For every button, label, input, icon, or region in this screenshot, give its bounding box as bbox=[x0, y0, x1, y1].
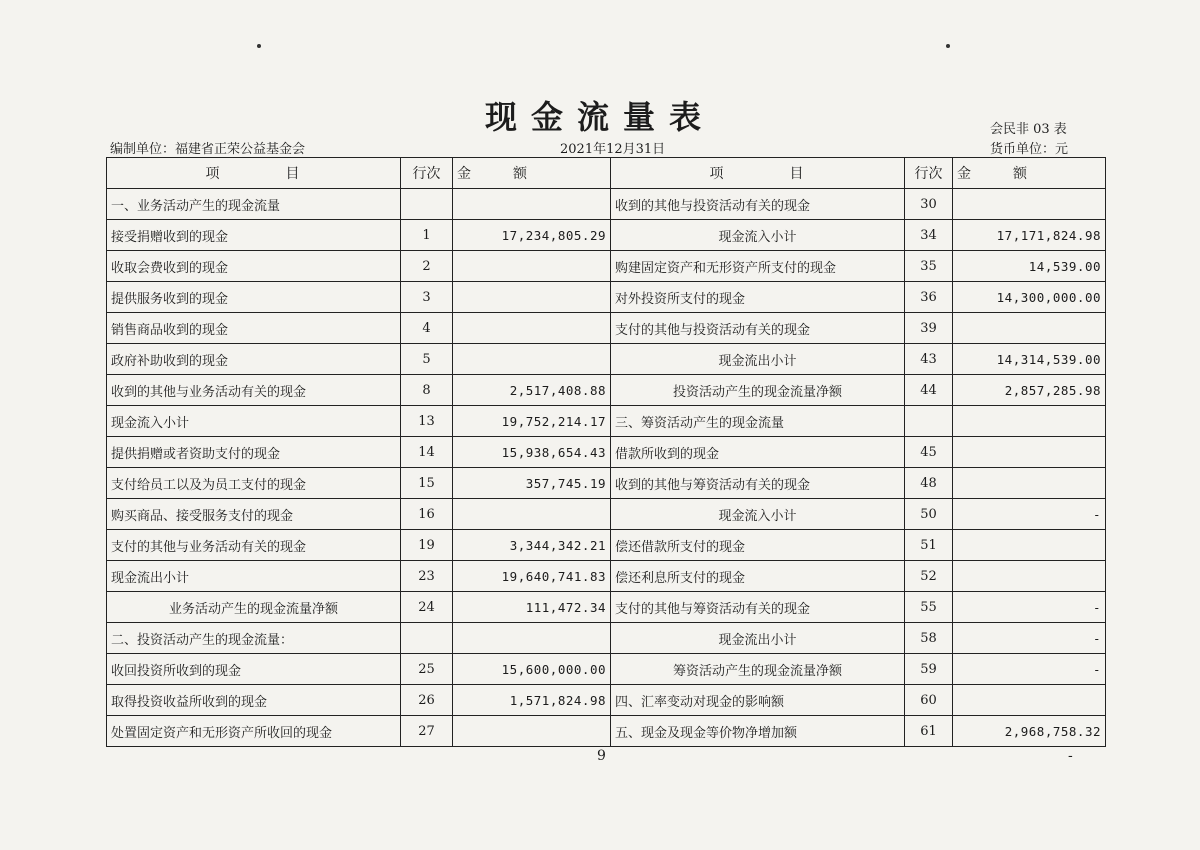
left-row-no-cell: 2 bbox=[401, 251, 453, 282]
left-row-no-cell: 1 bbox=[401, 220, 453, 251]
left-item-cell: 接受捐赠收到的现金 bbox=[107, 220, 401, 251]
right-amount-cell bbox=[953, 437, 1106, 468]
left-amount-cell: 1,571,824.98 bbox=[453, 685, 611, 716]
cash-flow-table bbox=[106, 157, 1106, 747]
right-row-no-cell: 50 bbox=[905, 499, 953, 530]
left-item-cell: 收回投资所收到的现金 bbox=[107, 654, 401, 685]
left-amount-cell: 15,600,000.00 bbox=[453, 654, 611, 685]
right-amount-cell: 14,539.00 bbox=[953, 251, 1106, 282]
table-body bbox=[107, 189, 1106, 747]
right-item-cell: 三、筹资活动产生的现金流量 bbox=[611, 406, 905, 437]
right-item-cell: 借款所收到的现金 bbox=[611, 437, 905, 468]
left-amount-cell bbox=[453, 499, 611, 530]
left-item-cell: 提供服务收到的现金 bbox=[107, 282, 401, 313]
left-amount-cell bbox=[453, 251, 611, 282]
left-amount-cell: 111,472.34 bbox=[453, 592, 611, 623]
left-item-cell: 二、投资活动产生的现金流量： bbox=[107, 623, 401, 654]
left-item-cell: 支付给员工以及为员工支付的现金 bbox=[107, 468, 401, 499]
table-row bbox=[107, 530, 1106, 561]
left-item-cell: 收到的其他与业务活动有关的现金 bbox=[107, 375, 401, 406]
right-amount-cell: 17,171,824.98 bbox=[953, 220, 1106, 251]
left-item-cell: 一、业务活动产生的现金流量 bbox=[107, 189, 401, 220]
left-item-cell: 业务活动产生的现金流量净额 bbox=[107, 592, 401, 623]
left-row-no-cell bbox=[401, 189, 453, 220]
left-amount-cell: 15,938,654.43 bbox=[453, 437, 611, 468]
right-row-no-cell: 36 bbox=[905, 282, 953, 313]
header-row-no: 行次 bbox=[401, 158, 453, 189]
left-amount-cell: 357,745.19 bbox=[453, 468, 611, 499]
right-row-no-cell: 43 bbox=[905, 344, 953, 375]
left-amount-cell bbox=[453, 344, 611, 375]
right-amount-cell: - bbox=[953, 499, 1106, 530]
left-row-no-cell: 23 bbox=[401, 561, 453, 592]
right-row-no-cell: 44 bbox=[905, 375, 953, 406]
left-row-no-cell: 24 bbox=[401, 592, 453, 623]
table-row bbox=[107, 468, 1106, 499]
left-row-no-cell: 27 bbox=[401, 716, 453, 747]
right-amount-cell bbox=[953, 685, 1106, 716]
header-item: 项 目 bbox=[611, 158, 905, 189]
corner-mark: - bbox=[1068, 748, 1073, 764]
right-item-cell: 对外投资所支付的现金 bbox=[611, 282, 905, 313]
table-row bbox=[107, 654, 1106, 685]
table-row bbox=[107, 313, 1106, 344]
page-number: 9 bbox=[597, 748, 606, 764]
right-amount-cell: 14,300,000.00 bbox=[953, 282, 1106, 313]
left-item-cell: 现金流出小计 bbox=[107, 561, 401, 592]
table-row bbox=[107, 685, 1106, 716]
right-item-cell: 现金流出小计 bbox=[611, 623, 905, 654]
right-row-no-cell: 30 bbox=[905, 189, 953, 220]
left-item-cell: 销售商品收到的现金 bbox=[107, 313, 401, 344]
right-item-cell: 偿还借款所支付的现金 bbox=[611, 530, 905, 561]
right-amount-cell bbox=[953, 189, 1106, 220]
right-item-cell: 投资活动产生的现金流量净额 bbox=[611, 375, 905, 406]
right-row-no-cell: 34 bbox=[905, 220, 953, 251]
left-row-no-cell: 26 bbox=[401, 685, 453, 716]
right-row-no-cell bbox=[905, 406, 953, 437]
left-amount-cell bbox=[453, 282, 611, 313]
left-row-no-cell: 14 bbox=[401, 437, 453, 468]
table-row bbox=[107, 437, 1106, 468]
table-row bbox=[107, 344, 1106, 375]
form-number: 会民非 03 表 bbox=[990, 122, 1067, 137]
right-amount-cell bbox=[953, 530, 1106, 561]
right-item-cell: 收到的其他与投资活动有关的现金 bbox=[611, 189, 905, 220]
left-amount-cell: 17,234,805.29 bbox=[453, 220, 611, 251]
right-amount-cell bbox=[953, 313, 1106, 344]
left-item-cell: 支付的其他与业务活动有关的现金 bbox=[107, 530, 401, 561]
header-item: 项 目 bbox=[107, 158, 401, 189]
left-amount-cell bbox=[453, 716, 611, 747]
left-row-no-cell bbox=[401, 623, 453, 654]
left-amount-cell: 3,344,342.21 bbox=[453, 530, 611, 561]
left-item-cell: 处置固定资产和无形资产所收回的现金 bbox=[107, 716, 401, 747]
page-title: 现金流量表 bbox=[484, 98, 715, 136]
right-item-cell: 筹资活动产生的现金流量净额 bbox=[611, 654, 905, 685]
right-row-no-cell: 35 bbox=[905, 251, 953, 282]
right-item-cell: 五、现金及现金等价物净增加额 bbox=[611, 716, 905, 747]
table-row bbox=[107, 220, 1106, 251]
right-row-no-cell: 61 bbox=[905, 716, 953, 747]
left-amount-cell: 19,640,741.83 bbox=[453, 561, 611, 592]
right-item-cell: 四、汇率变动对现金的影响额 bbox=[611, 685, 905, 716]
table-row bbox=[107, 189, 1106, 220]
table-row bbox=[107, 406, 1106, 437]
right-row-no-cell: 55 bbox=[905, 592, 953, 623]
right-amount-cell: - bbox=[953, 623, 1106, 654]
right-row-no-cell: 45 bbox=[905, 437, 953, 468]
right-amount-cell: 2,968,758.32 bbox=[953, 716, 1106, 747]
right-amount-cell: 14,314,539.00 bbox=[953, 344, 1106, 375]
left-row-no-cell: 15 bbox=[401, 468, 453, 499]
table-row bbox=[107, 499, 1106, 530]
right-item-cell: 现金流出小计 bbox=[611, 344, 905, 375]
right-item-cell: 支付的其他与投资活动有关的现金 bbox=[611, 313, 905, 344]
table-header-row bbox=[107, 158, 1106, 189]
right-item-cell: 偿还利息所支付的现金 bbox=[611, 561, 905, 592]
left-row-no-cell: 25 bbox=[401, 654, 453, 685]
table-row bbox=[107, 375, 1106, 406]
right-amount-cell bbox=[953, 561, 1106, 592]
right-row-no-cell: 48 bbox=[905, 468, 953, 499]
header-amount: 金 额 bbox=[953, 158, 1106, 189]
right-row-no-cell: 58 bbox=[905, 623, 953, 654]
left-row-no-cell: 16 bbox=[401, 499, 453, 530]
table-row bbox=[107, 623, 1106, 654]
table-row bbox=[107, 716, 1106, 747]
right-amount-cell: - bbox=[953, 592, 1106, 623]
table-row bbox=[107, 592, 1106, 623]
left-row-no-cell: 4 bbox=[401, 313, 453, 344]
right-item-cell: 现金流入小计 bbox=[611, 499, 905, 530]
left-row-no-cell: 19 bbox=[401, 530, 453, 561]
left-row-no-cell: 3 bbox=[401, 282, 453, 313]
right-row-no-cell: 60 bbox=[905, 685, 953, 716]
left-item-cell: 现金流入小计 bbox=[107, 406, 401, 437]
report-date: 2021年12月31日 bbox=[560, 142, 666, 157]
right-item-cell: 购建固定资产和无形资产所支付的现金 bbox=[611, 251, 905, 282]
left-amount-cell bbox=[453, 623, 611, 654]
header-amount: 金 额 bbox=[453, 158, 611, 189]
left-amount-cell: 2,517,408.88 bbox=[453, 375, 611, 406]
currency-unit: 货币单位：元 bbox=[990, 142, 1069, 157]
scan-speck bbox=[257, 44, 261, 48]
left-item-cell: 收取会费收到的现金 bbox=[107, 251, 401, 282]
right-amount-cell bbox=[953, 406, 1106, 437]
left-row-no-cell: 13 bbox=[401, 406, 453, 437]
left-amount-cell bbox=[453, 313, 611, 344]
left-item-cell: 政府补助收到的现金 bbox=[107, 344, 401, 375]
right-row-no-cell: 39 bbox=[905, 313, 953, 344]
right-amount-cell: 2,857,285.98 bbox=[953, 375, 1106, 406]
header-row-no: 行次 bbox=[905, 158, 953, 189]
table-row bbox=[107, 561, 1106, 592]
reporting-org: 编制单位：福建省正荣公益基金会 bbox=[110, 142, 306, 157]
right-row-no-cell: 52 bbox=[905, 561, 953, 592]
left-amount-cell: 19,752,214.17 bbox=[453, 406, 611, 437]
right-amount-cell: - bbox=[953, 654, 1106, 685]
right-row-no-cell: 59 bbox=[905, 654, 953, 685]
left-item-cell: 提供捐赠或者资助支付的现金 bbox=[107, 437, 401, 468]
right-item-cell: 支付的其他与筹资活动有关的现金 bbox=[611, 592, 905, 623]
left-item-cell: 取得投资收益所收到的现金 bbox=[107, 685, 401, 716]
right-row-no-cell: 51 bbox=[905, 530, 953, 561]
table-row bbox=[107, 251, 1106, 282]
left-row-no-cell: 8 bbox=[401, 375, 453, 406]
right-amount-cell bbox=[953, 468, 1106, 499]
left-amount-cell bbox=[453, 189, 611, 220]
left-row-no-cell: 5 bbox=[401, 344, 453, 375]
right-item-cell: 收到的其他与筹资活动有关的现金 bbox=[611, 468, 905, 499]
left-item-cell: 购买商品、接受服务支付的现金 bbox=[107, 499, 401, 530]
right-item-cell: 现金流入小计 bbox=[611, 220, 905, 251]
table-row bbox=[107, 282, 1106, 313]
scan-speck bbox=[946, 44, 950, 48]
